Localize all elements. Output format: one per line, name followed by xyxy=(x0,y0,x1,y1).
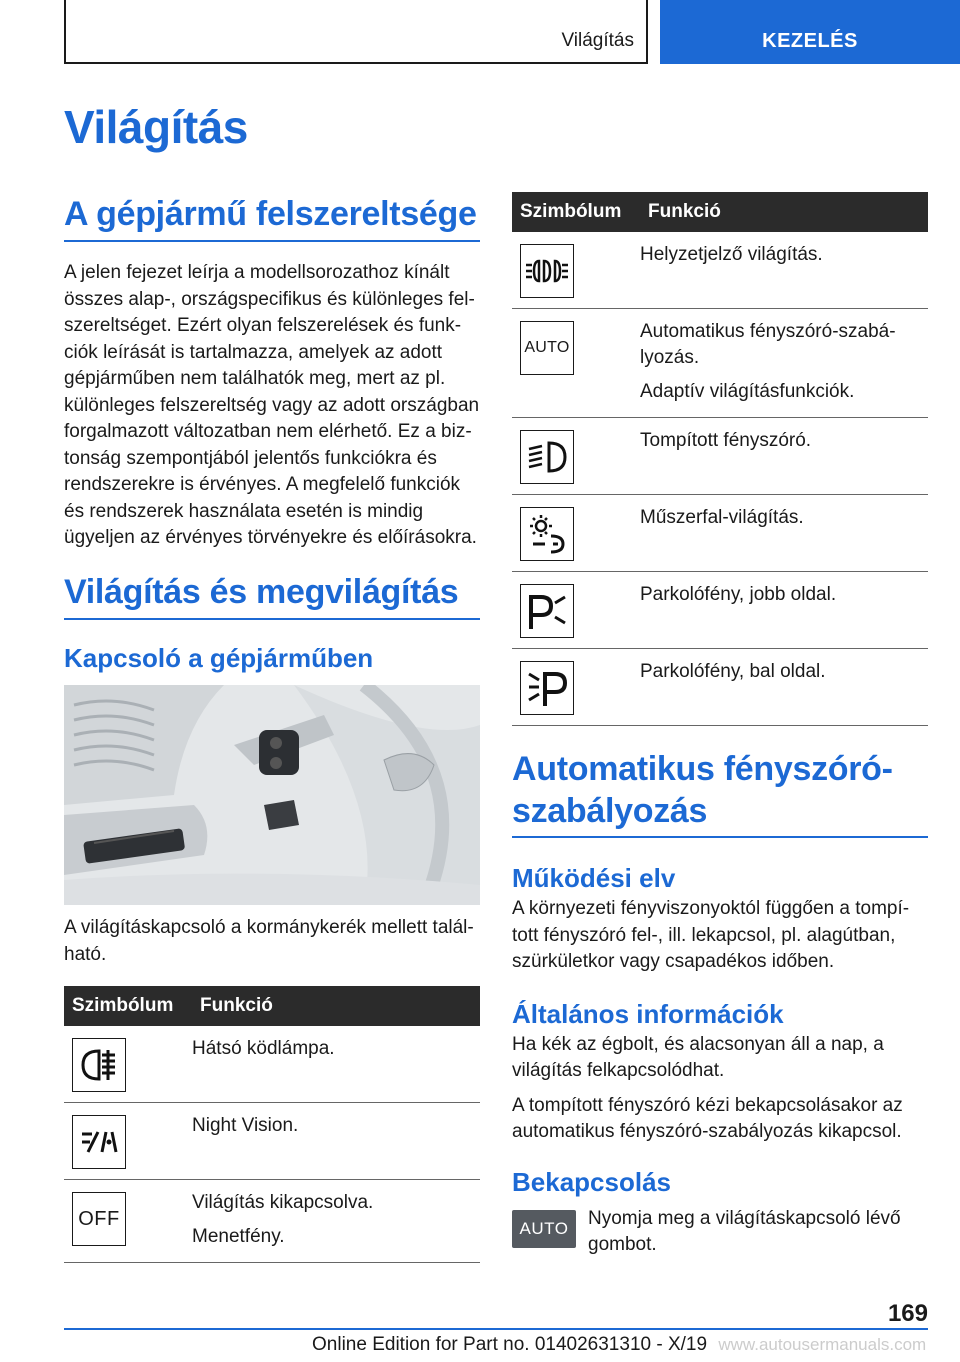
edition-text xyxy=(312,1334,926,1356)
lighting-switch-photo xyxy=(64,685,480,905)
function-text: Tompított fényszóró. xyxy=(640,430,812,451)
equipment-paragraph: A jelen fejezet leírja a modellsorozathoz kínált összes alap-, országspecifikus és különleges felszereltséget. Ezért olyan felszerelések és funkciók leírását is tartalmazza, amelyek az adott gépjárműben nem találhatók meg, mert az pl. különleges felszereltség vagy az adott országban forgalmazott változatban nem elérhető. Ez a biztonság szempontjából jelentős funkciókra és rendszerekre is érvényes. A megfelelő funkciók és rendszerek használata esetén is mindig ügyeljen az érvényes törvényekre és előírásokra. xyxy=(64,262,480,548)
auto-icon-text: AUTO xyxy=(524,339,570,356)
function-text: Hátsó ködlámpa. xyxy=(192,1038,335,1059)
function-text: Parkolófény, bal oldal. xyxy=(640,661,826,682)
switch-on-text: Nyomja meg a világításkapcsoló lévő gombot. xyxy=(588,1207,901,1255)
heading-auto-headlight: Automatikus fényszóró-szabályozás xyxy=(512,748,928,838)
table-row xyxy=(512,572,928,649)
function-column-header: Funkció xyxy=(192,986,480,1026)
table-row xyxy=(64,1026,480,1103)
right-auto-section xyxy=(512,748,928,1259)
heading-function-principle: Működési elv xyxy=(512,863,676,893)
function-text: Parkolófény, jobb oldal. xyxy=(640,584,837,605)
function-text: Világítás kikapcsolva. xyxy=(192,1192,374,1213)
heading-lighting: Világítás és megvilágítás xyxy=(64,570,480,620)
table-row xyxy=(512,309,928,418)
footer-divider xyxy=(64,1328,928,1330)
instrument-lighting-icon xyxy=(520,507,574,561)
function-text: Adaptív világításfunkciók. xyxy=(640,381,855,402)
auto-button-icon xyxy=(512,1210,576,1248)
table-row xyxy=(64,1180,480,1263)
heading-switch: Kapcsoló a gépjárműben xyxy=(64,643,374,673)
off-icon xyxy=(72,1192,126,1246)
heading-equipment: A gépjármű felszereltsége xyxy=(64,192,480,242)
header-chapter-title: KEZELÉS xyxy=(762,30,858,52)
page-number: 169 xyxy=(887,1300,928,1327)
photo-caption: A világításkapcsoló a kormánykerék mellett található. xyxy=(64,917,474,965)
header-section-title: Világítás xyxy=(561,30,634,51)
night-vision-icon xyxy=(72,1115,126,1169)
switch-on-instruction xyxy=(512,1206,928,1259)
table-row xyxy=(64,1103,480,1180)
function-text: Helyzetjelző világítás. xyxy=(640,244,823,265)
watermark-text: www.autousermanuals.com xyxy=(718,1335,927,1354)
rear-fog-light-icon xyxy=(72,1038,126,1092)
auto-icon xyxy=(520,321,574,375)
dashboard-illustration xyxy=(64,685,480,905)
parking-light-left-icon xyxy=(520,661,574,715)
general-paragraph-1: Ha kék az égbolt, és alacsonyan áll a nap, a világítás felkapcsolódhat. xyxy=(512,1033,884,1081)
function-paragraph: A környezeti fényviszonyoktól függően a tompított fényszóró fel-, ill. lekapcsol, pl. alagútban, szürkületkor vagy csapadékos időben. xyxy=(512,898,910,972)
left-lighting-section xyxy=(64,570,480,674)
right-symbol-table-wrapper xyxy=(512,192,928,726)
heading-switch-on: Bekapcsolás xyxy=(512,1166,671,1197)
heading-general-info: Általános információk xyxy=(512,998,784,1029)
function-column-header: Funkció xyxy=(640,192,928,232)
photo-caption-block xyxy=(64,915,480,968)
table-row xyxy=(512,649,928,726)
edition-label: Online Edition for Part no. 01402631310 - X/19 xyxy=(312,1334,708,1355)
symbol-column-header: Szimbólum xyxy=(512,192,640,232)
header-section-box xyxy=(64,0,648,64)
low-beam-icon xyxy=(520,430,574,484)
parking-light-icon xyxy=(520,244,574,298)
function-text: Menetfény. xyxy=(192,1226,285,1247)
general-paragraph-2: A tompított fényszóró kézi bekapcsolásakor az automatikus fényszóró-szabályozás kikapcsol. xyxy=(512,1094,903,1142)
header-chapter-tab[interactable] xyxy=(660,0,960,64)
function-text: Műszerfal-világítás. xyxy=(640,507,804,528)
table-row xyxy=(512,232,928,309)
right-symbol-table xyxy=(512,192,928,726)
page-title: Világítás xyxy=(64,101,248,153)
function-text: Automatikus fényszóró-szabályozás. xyxy=(640,321,896,368)
left-symbol-table xyxy=(64,986,480,1263)
off-icon-text: OFF xyxy=(78,1207,120,1230)
symbol-column-header: Szimbólum xyxy=(64,986,192,1026)
auto-button-text: AUTO xyxy=(519,1218,569,1238)
left-column xyxy=(64,192,480,552)
left-symbol-table-wrapper xyxy=(64,986,480,1263)
parking-light-right-icon xyxy=(520,584,574,638)
function-text: Night Vision. xyxy=(192,1115,299,1136)
table-row xyxy=(512,495,928,572)
table-row xyxy=(512,418,928,495)
